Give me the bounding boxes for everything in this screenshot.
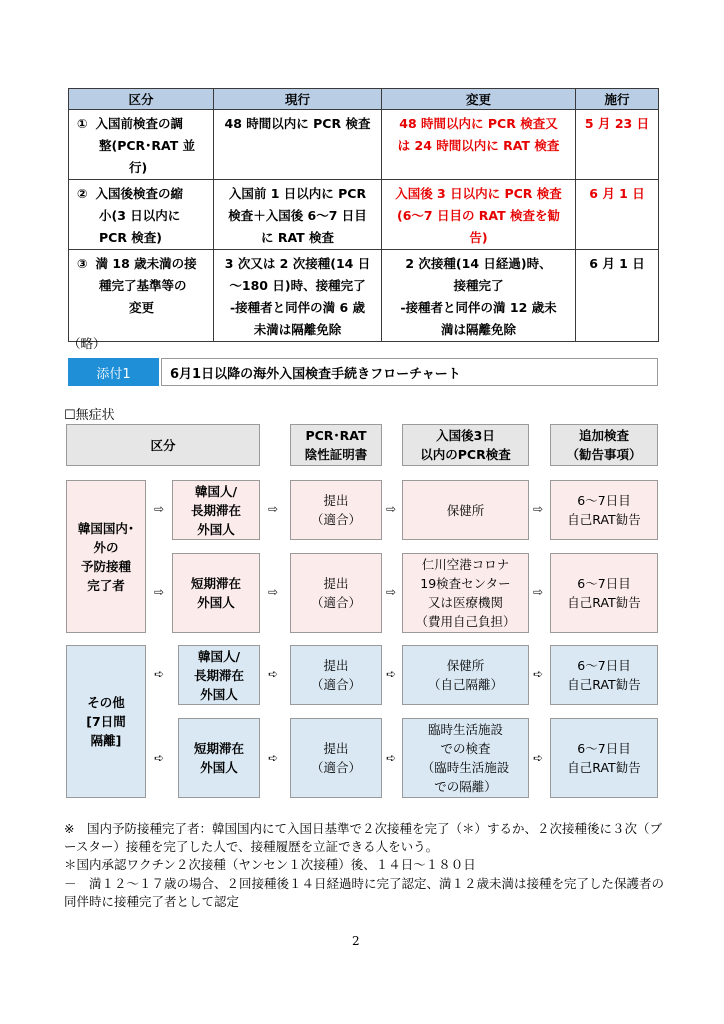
- row-current: [214, 110, 382, 180]
- change-line: は 24 時間以内に RAT 検査: [397, 138, 560, 153]
- category-line: 整(PCR･RAT 並: [99, 138, 196, 153]
- policy-table: [68, 88, 659, 342]
- change-line: 満は隔離免除: [440, 322, 516, 337]
- flow-test: 仁川空港コロナ 19検査センター 又は医療機関 （費用自己負担）: [402, 553, 529, 633]
- row-change: [382, 250, 576, 342]
- page-number: 2: [352, 934, 360, 948]
- flow-type-short-stay: 短期滞在 外国人: [178, 718, 260, 798]
- table-row: [69, 180, 659, 250]
- row-date: 6 月 1 日: [576, 250, 659, 342]
- flow-arrow: ⇨: [268, 585, 279, 599]
- change-line: 入国後 3 日以内に PCR 検査: [395, 186, 562, 201]
- header-category: 区分: [69, 89, 214, 110]
- current-line: 3 次又は 2 次接種(14 日: [224, 256, 371, 271]
- row-number: ③: [77, 256, 88, 271]
- row-category: [69, 250, 214, 342]
- policy-table-header: [69, 89, 659, 110]
- flow-arrow: ⇨: [386, 585, 397, 599]
- flow-certificate: 提出 （適合）: [290, 718, 382, 798]
- flow-arrow: ➪: [533, 667, 544, 681]
- header-effective: 施行: [576, 89, 659, 110]
- flow-arrow: ➪: [533, 751, 544, 765]
- change-line: 48 時間以内に PCR 検査又: [399, 116, 558, 131]
- current-line: 未満は隔離免除: [253, 322, 342, 337]
- current-line: 48 時間以内に PCR 検査: [224, 116, 371, 131]
- category-line: 変更: [129, 300, 155, 315]
- footnote-star: ＊国内承認ワクチン２次接種（ヤンセン１次接種）後、１４日～１８０日: [64, 857, 476, 872]
- row-number: ①: [77, 116, 88, 131]
- flow-test: 臨時生活施設 での検査 （臨時生活施設 での隔離）: [402, 718, 529, 798]
- row-number: ②: [77, 186, 88, 201]
- flow-group-vaccinated: 韓国国内･ 外の 予防接種 完了者: [66, 480, 146, 633]
- footnote-main: ※ 国内予防接種完了者：韓国国内にて入国日基準で２次接種を完了（＊）するか、２次接種後に３次（ブースター）接種を完了した人で、接種履歴を立証できる人をいう。: [64, 821, 662, 854]
- flow-arrow: ➪: [268, 667, 279, 681]
- flow-header-additional: 追加検査 （勧告事項）: [550, 424, 658, 466]
- row-current: [214, 180, 382, 250]
- flow-group-other: その他 [7日間 隔離]: [66, 645, 146, 798]
- table-row: [69, 250, 659, 342]
- row-change: [382, 180, 576, 250]
- flow-arrow: ➪: [154, 667, 165, 681]
- category-line: 種完了基準等の: [99, 278, 187, 293]
- row-change: [382, 110, 576, 180]
- change-line: 接種完了: [453, 278, 504, 293]
- change-line: 2 次接種(14 日経過)時、: [405, 256, 552, 271]
- current-line: 検査＋入国後 6～7 日目: [228, 208, 367, 223]
- flow-header-certificate: PCR･RAT 陰性証明書: [290, 424, 382, 466]
- flow-certificate: 提出 （適合）: [290, 553, 382, 633]
- flow-type-korean-long-stay: 韓国人/ 長期滞在 外国人: [172, 480, 260, 540]
- flow-certificate: 提出 （適合）: [290, 480, 382, 540]
- category-line: 満 18 歳未満の接: [95, 256, 197, 271]
- flow-additional: 6～7日目 自己RAT勧告: [550, 553, 658, 633]
- flow-arrow: ➪: [154, 751, 165, 765]
- flow-certificate: 提出 （適合）: [290, 645, 382, 705]
- flow-header-category: 区分: [66, 424, 260, 466]
- current-line: 入国前 1 日以内に PCR: [228, 186, 367, 201]
- table-row: [69, 110, 659, 180]
- flow-arrow: ➪: [268, 751, 279, 765]
- row-category: [69, 180, 214, 250]
- header-current: 現行: [214, 89, 382, 110]
- flow-arrow: ➪: [386, 751, 397, 765]
- change-line: 告): [469, 230, 488, 245]
- abbreviation-note: （略）: [68, 336, 106, 351]
- header-change: 変更: [382, 89, 576, 110]
- flow-arrow: ⇨: [268, 502, 279, 516]
- change-line: (6～7 日目の RAT 検査を勧: [396, 208, 561, 223]
- flow-arrow: ⇨: [533, 502, 544, 516]
- flow-additional: 6～7日目 自己RAT勧告: [550, 718, 658, 798]
- flow-test: 保健所: [402, 480, 529, 540]
- category-line: 小(3 日以内に: [99, 208, 181, 223]
- flow-arrow: ⇨: [533, 585, 544, 599]
- flow-arrow: ⇨: [154, 502, 165, 516]
- section-heading: ☐無症状: [64, 408, 115, 423]
- row-current: [214, 250, 382, 342]
- flow-arrow: ➪: [386, 667, 397, 681]
- current-line: に RAT 検査: [260, 230, 335, 245]
- change-line: -接種者と同伴の満 12 歳未: [400, 300, 557, 315]
- category-line: 入国前検査の調: [95, 116, 184, 131]
- row-category: [69, 110, 214, 180]
- current-line: -接種者と同伴の満 6 歳: [229, 300, 366, 315]
- row-date: 6 月 1 日: [576, 180, 659, 250]
- flow-type-short-stay: 短期滞在 外国人: [172, 553, 260, 633]
- flow-header-test: 入国後3日 以内のPCR検査: [402, 424, 529, 466]
- attachment-tag: 添付1: [68, 358, 159, 386]
- flow-test: 保健所 （自己隔離）: [402, 645, 529, 705]
- flow-arrow: ⇨: [386, 502, 397, 516]
- current-line: ～180 日)時、接種完了: [229, 278, 366, 293]
- category-line: 行): [129, 160, 148, 175]
- category-line: 入国後検査の縮: [95, 186, 184, 201]
- category-line: PCR 検査): [99, 230, 163, 245]
- row-date: 5 月 23 日: [576, 110, 659, 180]
- attachment-title: 6月1日以降の海外入国検査手続きフローチャート: [161, 358, 658, 386]
- flow-additional: 6～7日目 自己RAT勧告: [550, 480, 658, 540]
- flow-arrow: ⇨: [154, 585, 165, 599]
- footnote-dash: － 満１２～１７歳の場合、２回接種後１４日経過時に完了認定、満１２歳未満は接種を完了した保護者の同伴時に接種完了者として認定: [64, 876, 665, 909]
- flow-additional: 6～7日目 自己RAT勧告: [550, 645, 658, 705]
- flow-type-korean-long-stay: 韓国人/ 長期滞在 外国人: [178, 645, 260, 705]
